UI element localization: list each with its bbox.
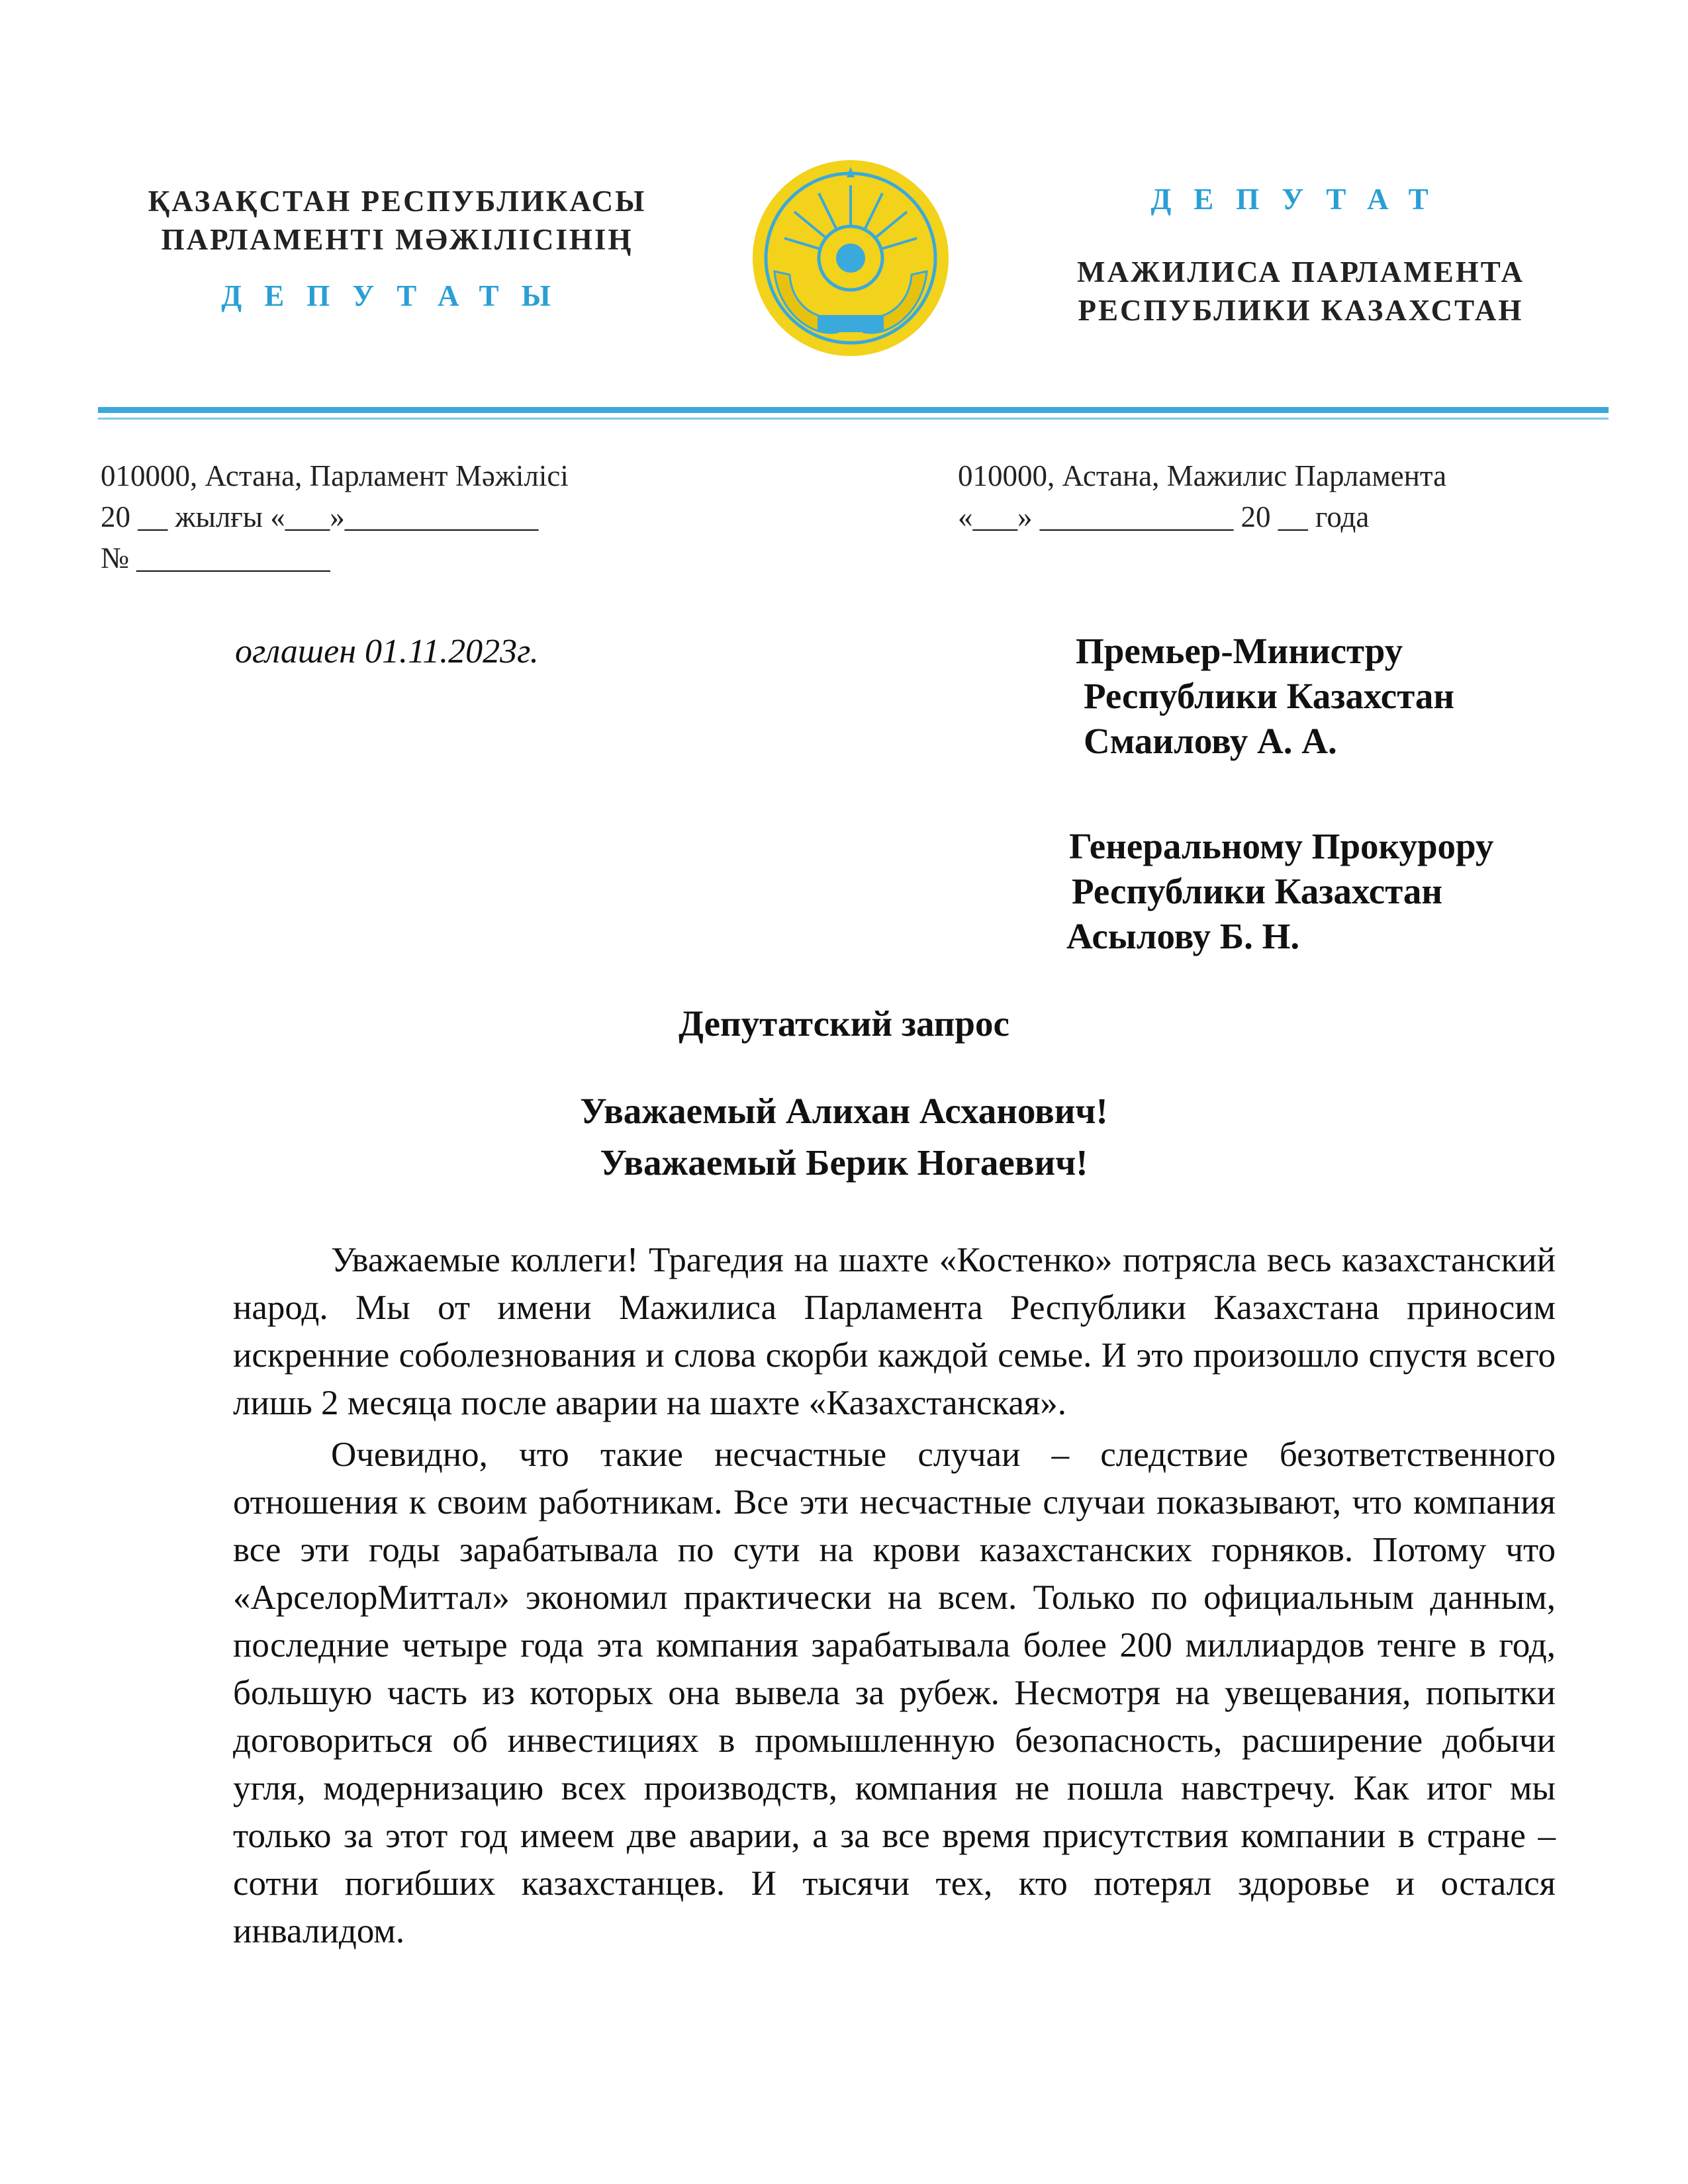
letterhead-right-title: ДЕПУТАТ xyxy=(1150,183,1451,216)
header-divider xyxy=(98,407,1609,413)
body-paragraph: Очевидно, что такие несчастные случаи – следствие безответственного отношения к своим работникам. Все эти несчастные случаи показывают, что компания все эти годы зарабатывала по сути на крови казахстанских горняков. Потому что «АрселорМиттал» экономил практически на всем. Только по официальным данным, последние четыре года эта компания зарабатывала более 200 миллиардов тенге в год, большую часть из которых она вывела за рубеж. Несмотря на увещевания, попытки договориться об инвестициях в промышленную безопасность, расширение добычи угля, модернизацию всех производств, компания не пошла навстречу. Как итог мы только за этот год имеем две аварии, а за все время присутствия компании в стране – сотни погибших казахстанцев. И тысячи тех, кто потерял здоровье и остался инвалидом. xyxy=(233,1435,1556,1950)
letterhead-right xyxy=(1029,182,1572,330)
address-left-line2: 20 __ жылғы «___»_____________ xyxy=(101,500,539,533)
announced-note: оглашен 01.11.2023г. xyxy=(235,633,539,670)
letter-body xyxy=(233,1236,1556,1955)
letterhead-right-line2: МАЖИЛИСА ПАРЛАМЕНТА xyxy=(1076,255,1525,289)
letterhead-left-line2: ПАРЛАМЕНТІ МӘЖІЛІСІНІҢ xyxy=(161,223,633,256)
document-title: Депутатский запрос xyxy=(679,1003,1009,1044)
greeting xyxy=(0,1085,1688,1189)
addressee-line: Премьер-Министру xyxy=(1076,631,1403,671)
addressee-block xyxy=(1066,824,1494,959)
addressee-line: Генеральному Прокурору xyxy=(1069,826,1494,866)
addressee-line: Асылову Б. Н. xyxy=(1066,916,1300,956)
letterhead-left xyxy=(99,182,695,313)
address-right-line2: «___» _____________ 20 __ года xyxy=(958,500,1370,533)
address-left-line3: № _____________ xyxy=(101,541,330,574)
state-emblem-icon xyxy=(738,159,963,357)
addressee-line: Республики Казахстан xyxy=(1072,871,1443,911)
address-right xyxy=(958,455,1446,537)
letterhead-right-line3: РЕСПУБЛИКИ КАЗАХСТАН xyxy=(1078,294,1524,327)
address-left xyxy=(101,455,569,578)
letterhead-left-line1: ҚАЗАҚСТАН РЕСПУБЛИКАСЫ xyxy=(148,185,647,218)
addressee-line: Республики Казахстан xyxy=(1084,676,1455,716)
addressee-block xyxy=(1076,629,1454,764)
greeting-line: Уважаемый Алихан Асханович! xyxy=(580,1091,1108,1131)
address-right-line1: 010000, Астана, Мажилис Парламента xyxy=(958,459,1447,492)
header-divider-thin xyxy=(98,418,1609,420)
addressee-line: Смаилову А. А. xyxy=(1084,721,1337,761)
greeting-line: Уважаемый Берик Ногаевич! xyxy=(600,1142,1088,1183)
letterhead-left-title: ДЕПУТАТЫ xyxy=(221,279,573,312)
address-left-line1: 010000, Астана, Парламент Мәжілісі xyxy=(101,459,569,492)
body-paragraph: Уважаемые коллеги! Трагедия на шахте «Костенко» потрясла весь казахстанский народ. Мы от имени Мажилиса Парламента Республики Казахстана приносим искренние соболезнования и слова скорби каждой семье. И это произошло спустя всего лишь 2 месяца после аварии на шахте «Казахстанская». xyxy=(233,1241,1556,1422)
